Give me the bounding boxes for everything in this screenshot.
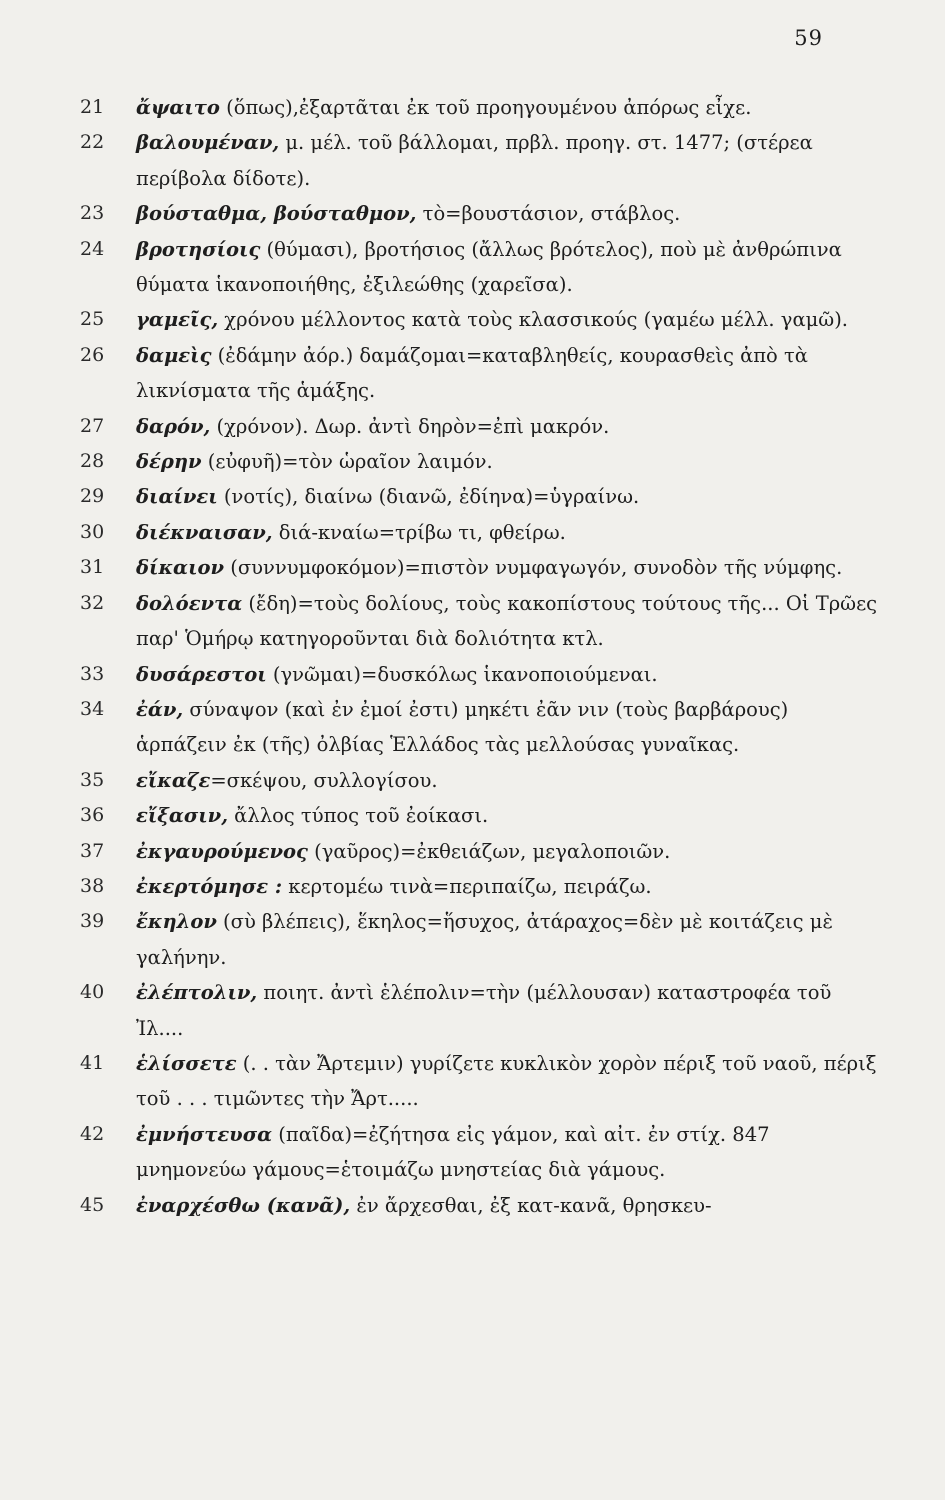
lemma: βαλουμέναν, bbox=[136, 131, 280, 155]
note-entry bbox=[80, 586, 880, 657]
lemma: δίκαιον bbox=[136, 556, 225, 580]
note-entry bbox=[80, 975, 880, 1046]
note-entry bbox=[80, 1046, 880, 1117]
note-entry bbox=[80, 515, 880, 550]
lemma: ἔκηλον bbox=[136, 910, 217, 934]
gloss: σύναψον (καὶ ἐν ἐμοί ἐστι) μηκέτι ἐᾶν νιν (τοὺς βαρβάρους) ἁρπάζειν ἐκ (τῆς) ὀλβίας Ἑλλάδος τὰς μελλούσας γυναῖκας. bbox=[136, 697, 789, 757]
note-entry bbox=[80, 869, 880, 904]
note-entry bbox=[80, 409, 880, 444]
line-number: 23 bbox=[80, 202, 105, 225]
lemma: διέκναισαν, bbox=[136, 520, 273, 544]
note-entry bbox=[80, 90, 880, 125]
gloss: (νοτίς), διαίνω (διανῶ, ἐδίηνα)=ὑγραίνω. bbox=[217, 485, 640, 509]
gloss: ἄλλος τύπος τοῦ ἐοίκασι. bbox=[227, 804, 489, 828]
lemma: ἐλέπτολιν, bbox=[136, 981, 258, 1005]
lemma: ἐκερτόμησε : bbox=[136, 874, 283, 898]
gloss: (γνῶμαι)=δυσκόλως ἱκανοποιούμεναι. bbox=[266, 662, 658, 686]
gloss: (ἐδάμην ἀόρ.) δαμάζομαι=καταβληθείς, κουρασθεὶς ἀπὸ τὰ λικνίσματα τῆς ἁμάξης. bbox=[136, 343, 808, 403]
lemma: βούσταθμα, βούσταθμον, bbox=[136, 202, 417, 226]
line-number: 41 bbox=[80, 1051, 105, 1074]
line-number: 29 bbox=[80, 485, 105, 508]
gloss: ποιητ. ἀντὶ ἑλέπολιν=τὴν (μέλλουσαν) καταστροφέα τοῦ Ἰλ.... bbox=[136, 981, 832, 1040]
note-entry bbox=[80, 798, 880, 833]
gloss: χρόνου μέλλοντος κατὰ τοὺς κλασσικούς (γαμέω μέλλ. γαμῶ). bbox=[218, 308, 849, 332]
gloss: (σὺ βλέπεις), ἕκηλος=ἥσυχος, ἀτάραχος=δὲν μὲ κοιτάζεις μὲ γαλήνην. bbox=[136, 910, 833, 969]
lemma: δυσάρεστοι bbox=[136, 662, 267, 686]
line-number: 36 bbox=[80, 804, 105, 827]
note-entry bbox=[80, 1117, 880, 1188]
lemma: δέρην bbox=[136, 450, 202, 474]
line-number: 40 bbox=[80, 981, 105, 1004]
gloss: (χρόνον). Δωρ. ἀντὶ δηρὸν=ἐπὶ μακρόν. bbox=[210, 414, 610, 438]
lemma: ἐκγαυρούμενος bbox=[136, 839, 308, 863]
note-entry bbox=[80, 338, 880, 409]
line-number: 35 bbox=[80, 768, 105, 791]
line-number: 42 bbox=[80, 1122, 105, 1145]
line-number: 37 bbox=[80, 839, 105, 862]
line-number: 31 bbox=[80, 556, 105, 579]
line-number: 32 bbox=[80, 591, 105, 614]
gloss: (ὅπως),ἐξαρτᾶται ἐκ τοῦ προηγουμένου ἀπόρως εἶχε. bbox=[219, 96, 752, 119]
gloss: μ. μέλ. τοῦ βάλλομαι, πρβλ. προηγ. στ. 1477; (στέρεα περίβολα δίδοτε). bbox=[136, 131, 813, 190]
lemma: δολόεντα bbox=[136, 591, 243, 615]
lemma: δαμεὶς bbox=[136, 343, 212, 367]
gloss: (συννυμφοκόμον)=πιστὸν νυμφαγωγόν, συνοδὸν τῆς νύμφης. bbox=[224, 556, 843, 580]
lemma: εἴξασιν, bbox=[136, 804, 228, 828]
note-entry bbox=[80, 763, 880, 798]
gloss: (παῖδα)=ἐζήτησα εἰς γάμον, καὶ αἰτ. ἐν στίχ. 847 μνημονεύω γάμους=ἑτοιμάζω μνηστείας διὰ γάμους. bbox=[136, 1122, 770, 1182]
line-number: 26 bbox=[80, 343, 105, 366]
lemma: βροτησίοις bbox=[136, 237, 261, 261]
note-entry bbox=[80, 479, 880, 514]
note-entry bbox=[80, 1188, 880, 1223]
line-number: 25 bbox=[80, 308, 105, 331]
line-number: 22 bbox=[80, 131, 105, 154]
gloss: =σκέψου, συλλογίσου. bbox=[210, 768, 438, 792]
line-number: 28 bbox=[80, 450, 105, 473]
line-number: 34 bbox=[80, 697, 105, 720]
note-entry bbox=[80, 232, 880, 303]
gloss: κερτομέω τινὰ=περιπαίζω, πειράζω. bbox=[282, 874, 652, 898]
lemma: ἄψαιτο bbox=[136, 96, 220, 119]
gloss: ἐν ἄρχεσθαι, ἐξ κατ-κανᾶ, θρησκευ- bbox=[350, 1193, 712, 1217]
line-number: 24 bbox=[80, 237, 105, 260]
gloss: (γαῦρος)=ἐκθειάζων, μεγαλοποιῶν. bbox=[307, 839, 671, 863]
notes-list bbox=[80, 90, 880, 1223]
note-entry bbox=[80, 657, 880, 692]
line-number: 39 bbox=[80, 910, 105, 933]
gloss: (εὐφυῆ)=τὸν ὡραῖον λαιμόν. bbox=[201, 450, 493, 474]
line-number: 30 bbox=[80, 520, 105, 543]
line-number: 33 bbox=[80, 662, 105, 685]
lemma: ἐμνήστευσα bbox=[136, 1122, 273, 1146]
gloss: διά-κναίω=τρίβω τι, φθείρω. bbox=[272, 520, 566, 544]
line-number: 45 bbox=[80, 1193, 105, 1216]
note-entry bbox=[80, 904, 880, 975]
note-entry bbox=[80, 550, 880, 585]
lemma: ἐναρχέσθω (κανᾶ), bbox=[136, 1193, 351, 1217]
lemma: ἐάν, bbox=[136, 697, 184, 721]
gloss: (ἔδη)=τοὺς δολίους, τοὺς κακοπίστους τούτους τῆς... Οἱ Τρῶες παρ' Ὁμήρῳ κατηγοροῦνται διὰ δολιότητα κτλ. bbox=[136, 591, 878, 651]
gloss: (θύμασι), βροτήσιος (ἄλλως βρότελος), ποὺ μὲ ἀνθρώπινα θύματα ἱκανοποιήθης, ἐξιλεώθης (χαρεῖσα). bbox=[136, 237, 842, 297]
gloss: (. . τὰν Ἄρτεμιν) γυρίζετε κυκλικὸν χορὸν πέριξ τοῦ ναοῦ, πέριξ τοῦ . . . τιμῶντες τὴν Ἄρτ..... bbox=[136, 1051, 877, 1111]
note-entry bbox=[80, 444, 880, 479]
note-entry bbox=[80, 302, 880, 337]
note-entry bbox=[80, 196, 880, 231]
page-number: 59 bbox=[794, 26, 823, 50]
lemma: εἴκαζε bbox=[136, 768, 211, 792]
line-number: 38 bbox=[80, 874, 105, 897]
lemma: δαρόν, bbox=[136, 414, 211, 438]
note-entry bbox=[80, 125, 880, 196]
gloss: τὸ=βουστάσιον, στάβλος. bbox=[416, 202, 681, 226]
lemma: διαίνει bbox=[136, 485, 218, 509]
note-entry bbox=[80, 692, 880, 763]
note-entry bbox=[80, 834, 880, 869]
lemma: ἑλίσσετε bbox=[136, 1051, 237, 1075]
line-number: 27 bbox=[80, 414, 105, 437]
line-number: 21 bbox=[80, 96, 105, 118]
lemma: γαμεῖς, bbox=[136, 308, 219, 332]
